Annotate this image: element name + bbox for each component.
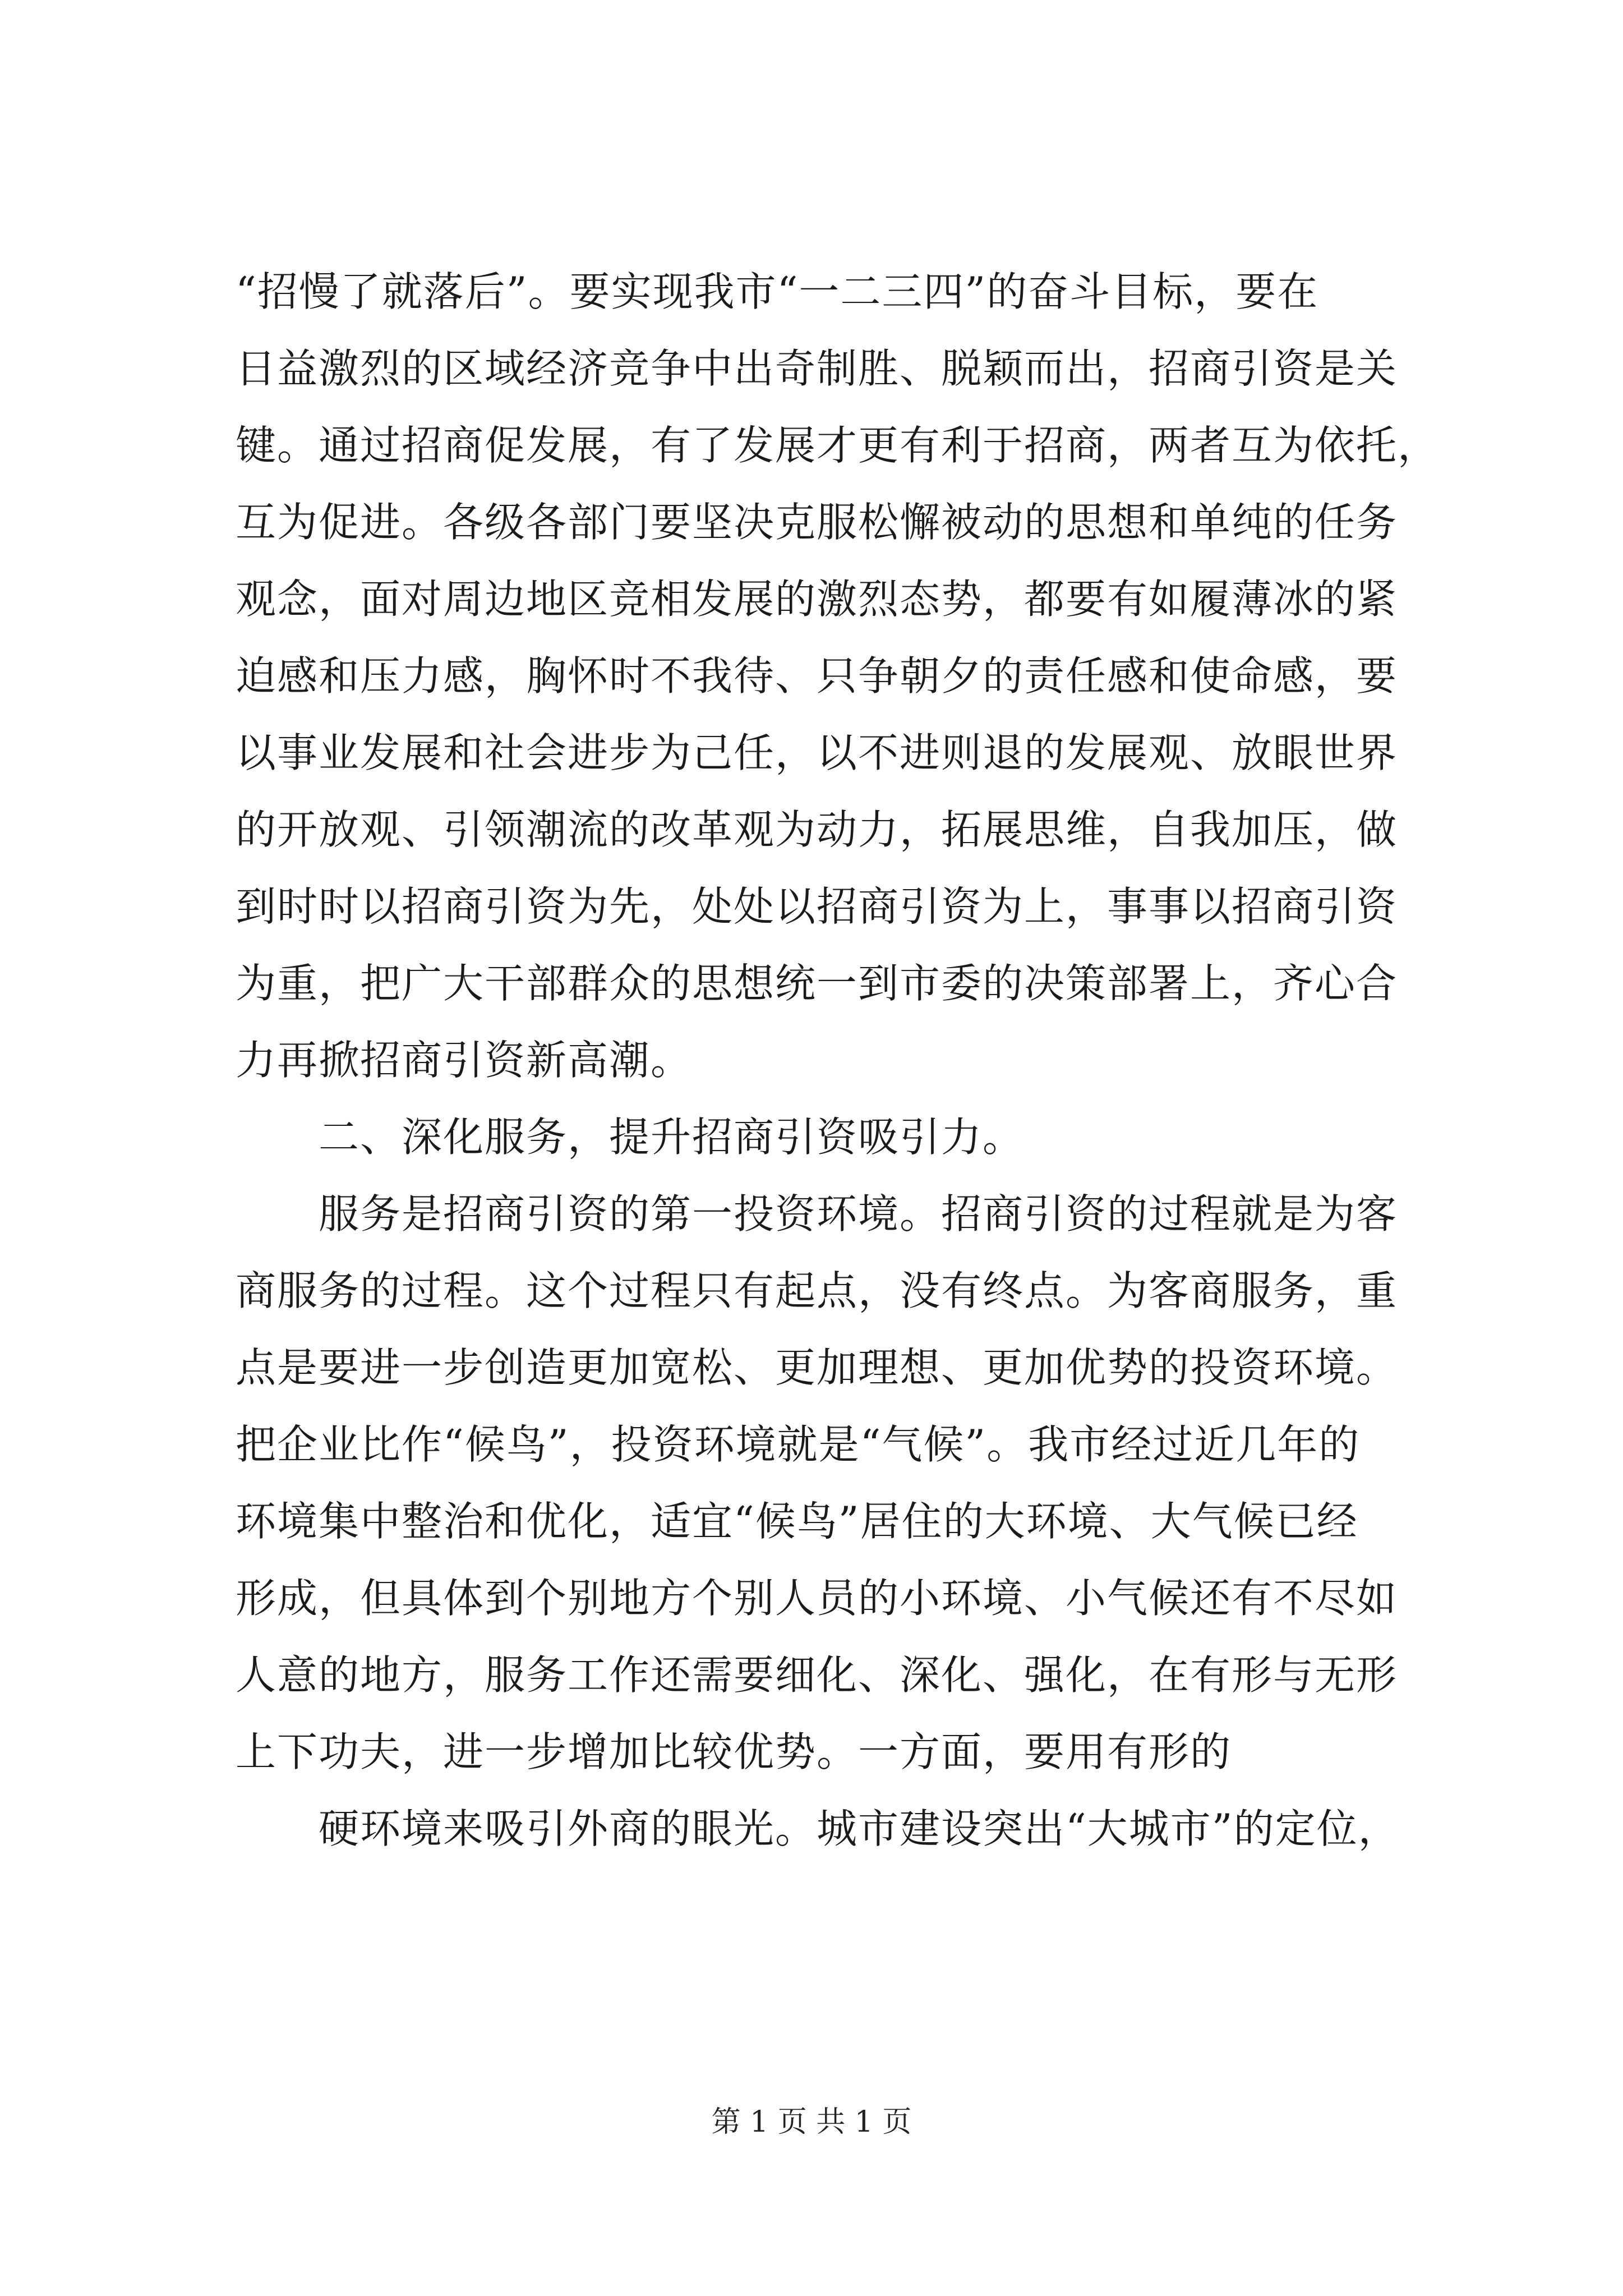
section-heading: 二、深化服务，提升招商引资吸引力。 [319,1114,1025,1161]
text-line: 的开放观、引领潮流的改革观为动力，拓展思维，自我加压，做 [236,806,1398,853]
body-text [236,254,1440,1867]
text-line: 到时时以招商引资为先，处处以招商引资为上，事事以招商引资 [236,883,1398,930]
text-line: 为重，把广大干部群众的思想统一到市委的决策部署上，齐心合 [236,960,1398,1007]
text-line: “招慢了就落后”。要实现我市“一二三四”的奋斗目标，要在 [236,268,1319,315]
text-line: 上下功夫，进一步增加比较优势。一方面，要用有形的 [236,1728,1232,1775]
text-line: 互为促进。各级各部门要坚决克服松懈被动的思想和单纯的任务 [236,499,1398,546]
text-line: 形成，但具体到个别地方个别人员的小环境、小气候还有不尽如 [236,1575,1398,1622]
text-line: 日益激烈的区域经济竞争中出奇制胜、脱颖而出，招商引资是关 [236,345,1398,392]
page-footer [0,2102,1623,2142]
text-line: 点是要进一步创造更加宽松、更加理想、更加优势的投资环境。 [236,1344,1398,1391]
text-line: 硬环境来吸引外商的眼光。城市建设突出“大城市”的定位， [319,1805,1400,1852]
text-line: 力再掀招商引资新高潮。 [236,1037,693,1084]
page-number-label: 第 1 页 共 1 页 [711,2105,912,2139]
text-line: 商服务的过程。这个过程只有起点，没有终点。为客商服务，重 [236,1267,1398,1314]
text-line: 迫感和压力感，胸怀时不我待、只争朝夕的责任感和使命感，要 [236,652,1398,700]
text-line: 以事业发展和社会进步为己任，以不进则退的发展观、放眼世界 [236,729,1398,776]
text-line: 服务是招商引资的第一投资环境。招商引资的过程就是为客 [319,1190,1398,1237]
text-line: 键。通过招商促发展，有了发展才更有利于招商，两者互为依托， [236,422,1440,469]
text-line: 把企业比作“候鸟”，投资环境就是“气候”。我市经过近几年的 [236,1421,1361,1468]
text-line: 观念，面对周边地区竞相发展的激烈态势，都要有如履薄冰的紧 [236,576,1398,623]
text-line: 环境集中整治和优化，适宜“候鸟”居住的大环境、大气候已经 [236,1498,1358,1545]
text-line: 人意的地方，服务工作还需要细化、深化、强化，在有形与无形 [236,1651,1398,1699]
